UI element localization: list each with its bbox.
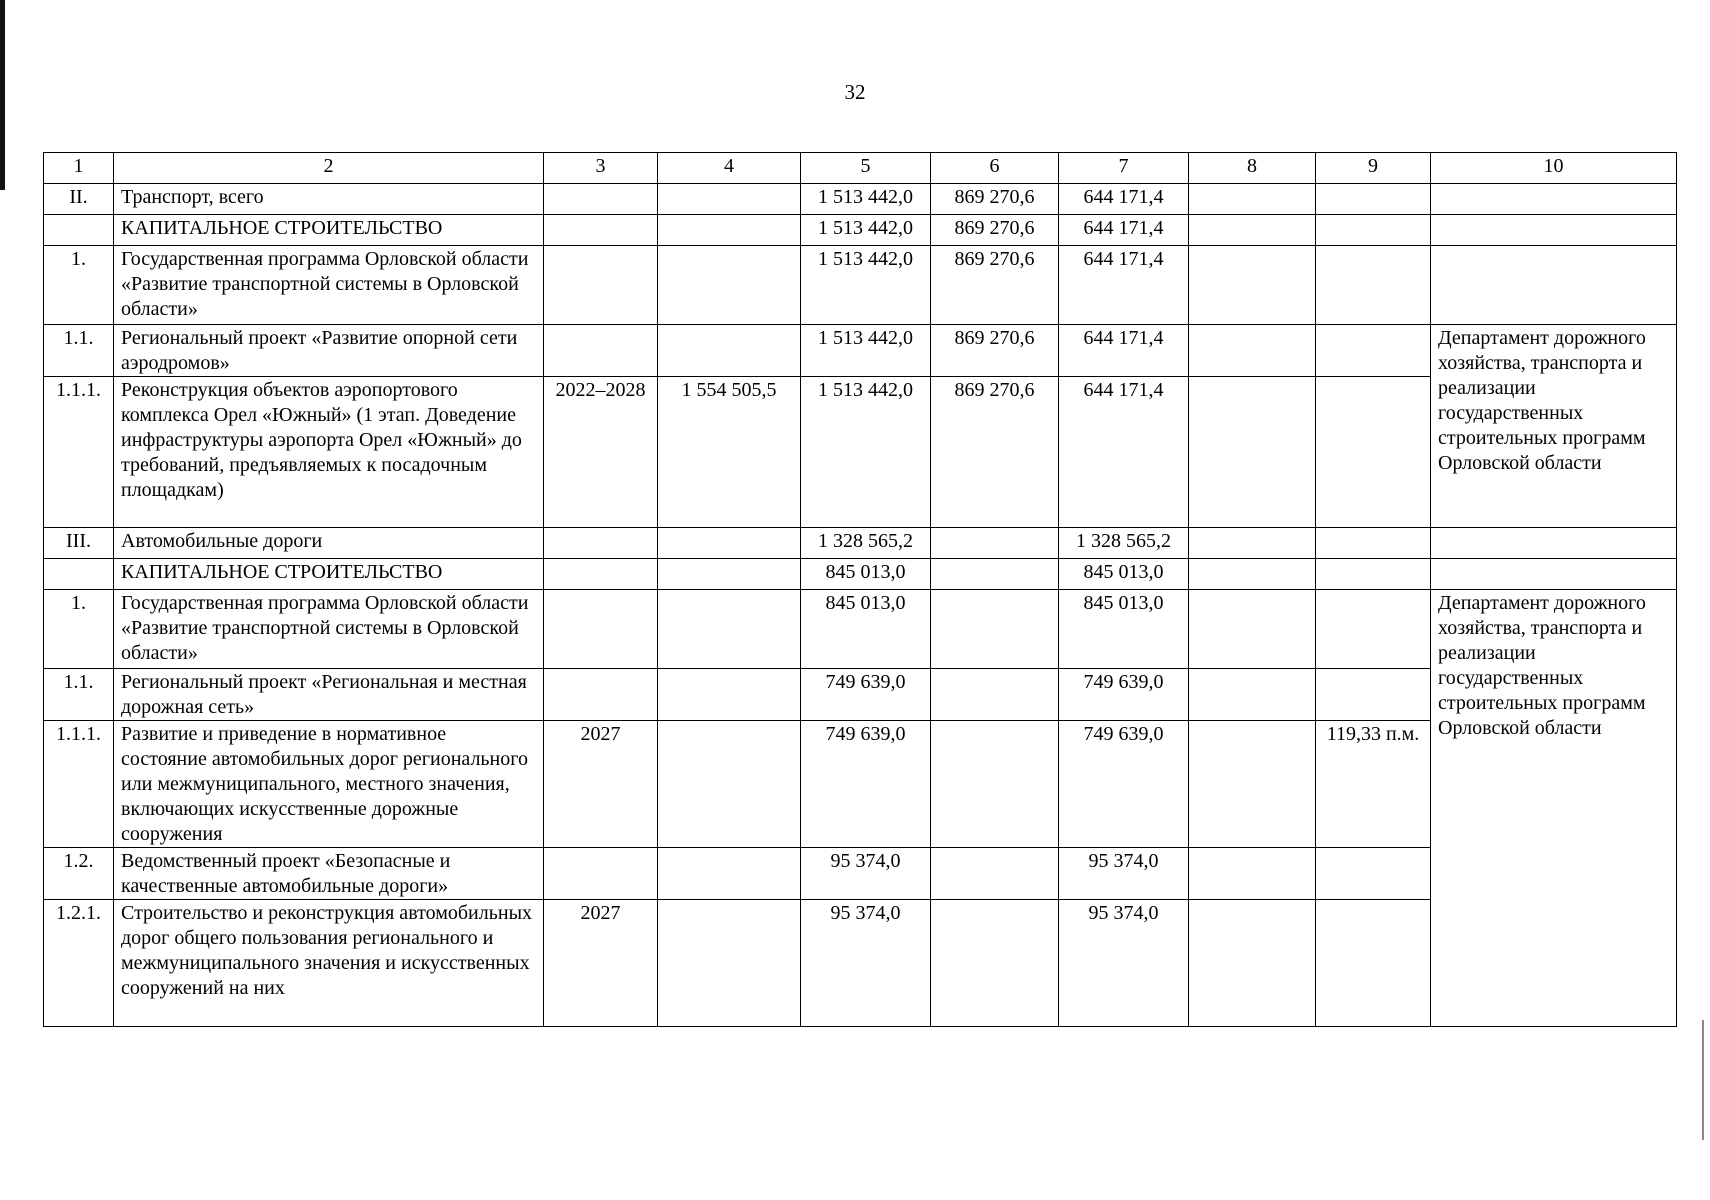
row-title: Государственная программа Орловской области «Развитие транспортной системы в Орловской области» <box>114 246 544 325</box>
period-cell <box>544 848 658 900</box>
col8-cell <box>1189 528 1316 559</box>
row-number: 1.2. <box>44 848 114 900</box>
column-header: 10 <box>1431 153 1677 184</box>
table-row <box>44 559 1677 590</box>
responsible-cell: Департамент дорожного хозяйства, транспорта и реализации государственных строительных программ Орловской области <box>1431 590 1677 1027</box>
estimate-cell <box>658 559 801 590</box>
federal-cell <box>931 590 1059 669</box>
period-cell <box>544 669 658 721</box>
period-cell <box>544 528 658 559</box>
table-row <box>44 184 1677 215</box>
total-cell: 1 513 442,0 <box>801 377 931 528</box>
column-header: 8 <box>1189 153 1316 184</box>
table-row <box>44 215 1677 246</box>
estimate-cell <box>658 246 801 325</box>
period-cell <box>544 184 658 215</box>
capacity-cell <box>1316 559 1431 590</box>
period-cell: 2027 <box>544 900 658 1027</box>
federal-cell: 869 270,6 <box>931 215 1059 246</box>
total-cell: 95 374,0 <box>801 900 931 1027</box>
total-cell: 845 013,0 <box>801 590 931 669</box>
column-header: 1 <box>44 153 114 184</box>
capacity-cell <box>1316 669 1431 721</box>
capacity-cell <box>1316 590 1431 669</box>
total-cell: 845 013,0 <box>801 559 931 590</box>
row-number: 1.1. <box>44 669 114 721</box>
federal-cell <box>931 900 1059 1027</box>
col8-cell <box>1189 721 1316 848</box>
regional-cell: 845 013,0 <box>1059 559 1189 590</box>
federal-cell: 869 270,6 <box>931 377 1059 528</box>
col8-cell <box>1189 325 1316 377</box>
estimate-cell: 1 554 505,5 <box>658 377 801 528</box>
col8-cell <box>1189 215 1316 246</box>
estimate-cell <box>658 848 801 900</box>
period-cell: 2027 <box>544 721 658 848</box>
total-cell: 1 513 442,0 <box>801 246 931 325</box>
column-header: 6 <box>931 153 1059 184</box>
capacity-cell <box>1316 848 1431 900</box>
regional-cell: 749 639,0 <box>1059 669 1189 721</box>
responsible-cell <box>1431 184 1677 215</box>
row-title: КАПИТАЛЬНОЕ СТРОИТЕЛЬСТВО <box>114 215 544 246</box>
row-number: 1.1.1. <box>44 377 114 528</box>
estimate-cell <box>658 325 801 377</box>
row-number: II. <box>44 184 114 215</box>
row-title: Региональный проект «Развитие опорной сети аэродромов» <box>114 325 544 377</box>
regional-cell: 644 171,4 <box>1059 184 1189 215</box>
federal-cell: 869 270,6 <box>931 325 1059 377</box>
budget-table <box>43 152 1677 1027</box>
regional-cell: 644 171,4 <box>1059 377 1189 528</box>
header-row <box>44 153 1677 184</box>
capacity-cell <box>1316 184 1431 215</box>
row-number: 1.1. <box>44 325 114 377</box>
row-title: Строительство и реконструкция автомобильных дорог общего пользования регионального и межмуниципального значения и искусственных сооружений на них <box>114 900 544 1027</box>
estimate-cell <box>658 215 801 246</box>
page-number: 32 <box>844 80 866 104</box>
capacity-cell <box>1316 377 1431 528</box>
regional-cell: 644 171,4 <box>1059 215 1189 246</box>
col8-cell <box>1189 559 1316 590</box>
column-header: 9 <box>1316 153 1431 184</box>
total-cell: 1 513 442,0 <box>801 184 931 215</box>
regional-cell: 644 171,4 <box>1059 325 1189 377</box>
column-header: 4 <box>658 153 801 184</box>
regional-cell: 1 328 565,2 <box>1059 528 1189 559</box>
table-row <box>44 528 1677 559</box>
row-title: Региональный проект «Региональная и местная дорожная сеть» <box>114 669 544 721</box>
row-title: КАПИТАЛЬНОЕ СТРОИТЕЛЬСТВО <box>114 559 544 590</box>
capacity-cell <box>1316 900 1431 1027</box>
regional-cell: 845 013,0 <box>1059 590 1189 669</box>
federal-cell <box>931 721 1059 848</box>
col8-cell <box>1189 848 1316 900</box>
federal-cell: 869 270,6 <box>931 184 1059 215</box>
estimate-cell <box>658 590 801 669</box>
regional-cell: 95 374,0 <box>1059 848 1189 900</box>
regional-cell: 644 171,4 <box>1059 246 1189 325</box>
regional-cell: 95 374,0 <box>1059 900 1189 1027</box>
row-number: 1.1.1. <box>44 721 114 848</box>
period-cell <box>544 590 658 669</box>
total-cell: 1 328 565,2 <box>801 528 931 559</box>
estimate-cell <box>658 900 801 1027</box>
column-header: 3 <box>544 153 658 184</box>
column-header: 7 <box>1059 153 1189 184</box>
row-number: 1. <box>44 246 114 325</box>
responsible-cell <box>1431 559 1677 590</box>
federal-cell <box>931 848 1059 900</box>
period-cell <box>544 215 658 246</box>
col8-cell <box>1189 669 1316 721</box>
total-cell: 1 513 442,0 <box>801 325 931 377</box>
row-title: Автомобильные дороги <box>114 528 544 559</box>
federal-cell <box>931 528 1059 559</box>
responsible-cell <box>1431 215 1677 246</box>
row-title: Государственная программа Орловской области «Развитие транспортной системы в Орловской области» <box>114 590 544 669</box>
period-cell <box>544 325 658 377</box>
column-header: 5 <box>801 153 931 184</box>
table-row <box>44 325 1677 377</box>
row-title: Ведомственный проект «Безопасные и качественные автомобильные дороги» <box>114 848 544 900</box>
federal-cell: 869 270,6 <box>931 246 1059 325</box>
table-row <box>44 246 1677 325</box>
table-row <box>44 590 1677 669</box>
row-number: 1.2.1. <box>44 900 114 1027</box>
federal-cell <box>931 669 1059 721</box>
row-number <box>44 559 114 590</box>
col8-cell <box>1189 590 1316 669</box>
col8-cell <box>1189 184 1316 215</box>
col8-cell <box>1189 246 1316 325</box>
responsible-cell: Департамент дорожного хозяйства, транспорта и реализации государственных строительных программ Орловской области <box>1431 325 1677 528</box>
capacity-cell <box>1316 325 1431 377</box>
period-cell <box>544 246 658 325</box>
row-number: 1. <box>44 590 114 669</box>
column-header: 2 <box>114 153 544 184</box>
row-number <box>44 215 114 246</box>
right-margin-rule <box>1702 1020 1704 1140</box>
total-cell: 1 513 442,0 <box>801 215 931 246</box>
estimate-cell <box>658 669 801 721</box>
col8-cell <box>1189 377 1316 528</box>
capacity-cell <box>1316 528 1431 559</box>
capacity-cell <box>1316 246 1431 325</box>
period-cell <box>544 559 658 590</box>
total-cell: 95 374,0 <box>801 848 931 900</box>
total-cell: 749 639,0 <box>801 669 931 721</box>
regional-cell: 749 639,0 <box>1059 721 1189 848</box>
row-number: III. <box>44 528 114 559</box>
responsible-cell <box>1431 528 1677 559</box>
row-title: Развитие и приведение в нормативное состояние автомобильных дорог регионального или межмуниципального, местного значения, включающих искусственные дорожные сооружения <box>114 721 544 848</box>
estimate-cell <box>658 184 801 215</box>
federal-cell <box>931 559 1059 590</box>
row-title: Реконструкция объектов аэропортового комплекса Орел «Южный» (1 этап. Доведение инфраструктуры аэропорта Орел «Южный» до требований, предъявляемых к посадочным площадкам) <box>114 377 544 528</box>
capacity-cell <box>1316 215 1431 246</box>
period-cell: 2022–2028 <box>544 377 658 528</box>
estimate-cell <box>658 721 801 848</box>
total-cell: 749 639,0 <box>801 721 931 848</box>
row-title: Транспорт, всего <box>114 184 544 215</box>
estimate-cell <box>658 528 801 559</box>
col8-cell <box>1189 900 1316 1027</box>
responsible-cell <box>1431 246 1677 325</box>
capacity-cell: 119,33 п.м. <box>1316 721 1431 848</box>
